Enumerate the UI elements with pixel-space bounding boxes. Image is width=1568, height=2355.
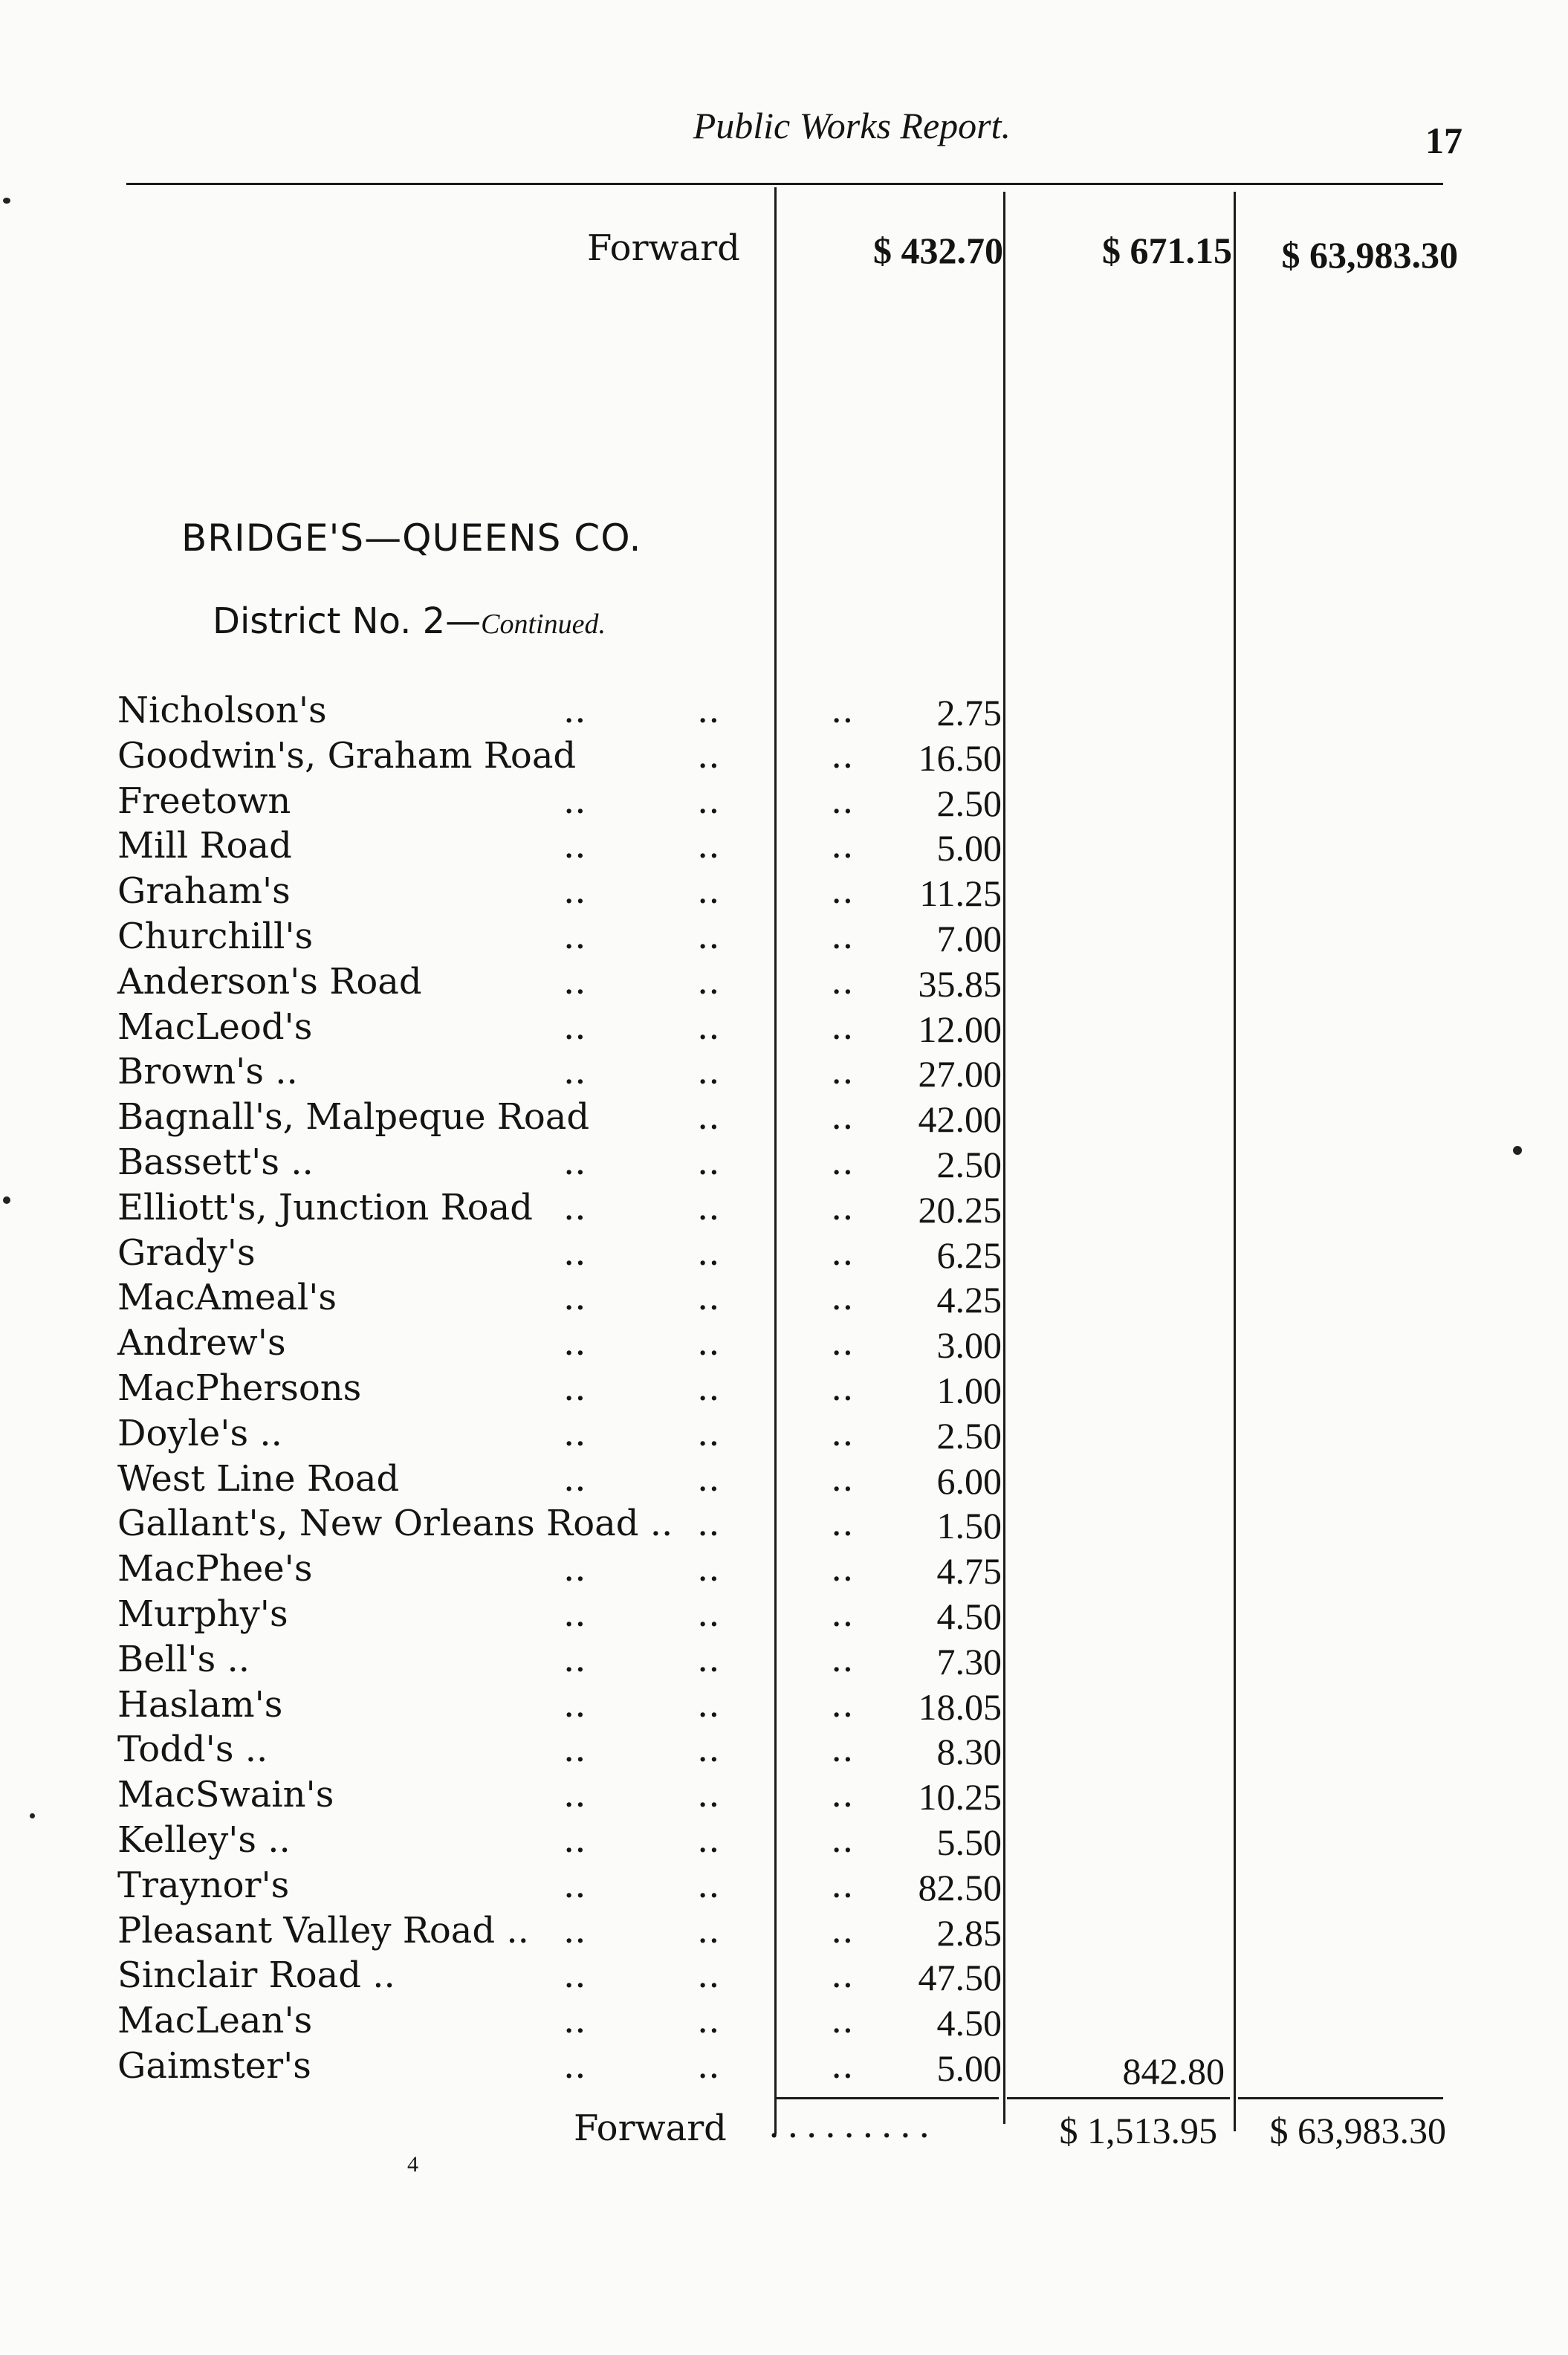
leader-dots: ..: [831, 1548, 854, 1590]
leader-dots: ..: [831, 1187, 854, 1228]
leader-dots: ..: [831, 1413, 854, 1454]
table-row: [117, 1277, 1002, 1321]
scan-speck: [1513, 1146, 1522, 1155]
bridge-amount: 5.50: [936, 1821, 1002, 1863]
bridge-name: MacAmeal's: [117, 1277, 337, 1318]
leader-dots: ..: [697, 1729, 720, 1770]
leader-dots: ..: [831, 1006, 854, 1048]
bridge-name: Andrew's: [117, 1322, 286, 1364]
leader-dots: ..: [831, 961, 854, 1002]
bridge-amount: 4.75: [936, 1550, 1002, 1592]
table-row: [117, 870, 1002, 915]
leader-dots: ..: [563, 1051, 586, 1092]
leader-dots: ..: [831, 1593, 854, 1635]
leader-dots: ..: [697, 1865, 720, 1906]
leader-dots: ..: [831, 2045, 854, 2087]
bridge-name: Murphy's: [117, 1593, 288, 1635]
leader-dots: ..: [697, 1774, 720, 1815]
table-row: [117, 1729, 1002, 1773]
leader-dots: ..: [697, 1639, 720, 1680]
leader-dots: ..: [563, 1187, 586, 1228]
bridge-name: Gallant's, New Orleans Road ..: [117, 1503, 673, 1544]
bridge-amount: 4.25: [936, 1279, 1002, 1321]
page-number: 17: [1425, 120, 1462, 161]
leader-dots: ..: [697, 1819, 720, 1861]
forward-top-col1: $ 432.70: [873, 230, 1003, 271]
leader-dots: ..: [697, 961, 720, 1002]
district-label: District No. 2—: [213, 600, 482, 642]
leader-dots: ..: [563, 1729, 586, 1770]
table-row: [117, 1367, 1002, 1412]
table-row: [117, 1413, 1002, 1457]
leader-dots: ..: [697, 1458, 720, 1500]
bridge-amount: 6.00: [936, 1460, 1002, 1502]
leader-dots: ..: [697, 1684, 720, 1726]
subtotal-rule-col1: [774, 2097, 999, 2099]
leader-dots: ..: [563, 1006, 586, 1048]
leader-dots: ..: [563, 1232, 586, 1274]
bridge-name: Brown's ..: [117, 1051, 298, 1092]
bridge-amount: 3.00: [936, 1324, 1002, 1366]
leader-dots: ..: [563, 961, 586, 1002]
leader-dots: ..: [697, 1367, 720, 1409]
leader-dots: ..: [563, 1367, 586, 1409]
table-row: [117, 1684, 1002, 1729]
scan-speck: [3, 1196, 10, 1204]
bridge-name: Mill Road: [117, 825, 292, 866]
table-row: [117, 1954, 1002, 1999]
leader-dots: ..: [563, 916, 586, 957]
bridge-name: MacPhersons: [117, 1367, 362, 1409]
leader-dots: ..: [831, 1865, 854, 1906]
leader-dots: ..: [563, 1819, 586, 1861]
forward-top-col2: $ 671.15: [1102, 230, 1232, 271]
table-row: [117, 1819, 1002, 1864]
column-divider-2: [1003, 192, 1005, 2124]
table-row: [117, 1774, 1002, 1818]
leader-dots: ..: [831, 1367, 854, 1409]
leader-dots: ..: [697, 1910, 720, 1951]
leader-dots: ..: [563, 825, 586, 866]
table-row: [117, 2000, 1002, 2044]
bridge-amount: 2.50: [936, 1415, 1002, 1457]
table-row: [117, 1232, 1002, 1277]
leader-dots: ..: [831, 1458, 854, 1500]
table-row: [117, 1865, 1002, 1909]
table-row: [117, 1458, 1002, 1503]
bridge-amount: 16.50: [918, 737, 1002, 779]
bridge-amount: 8.30: [936, 1731, 1002, 1772]
bridge-amount: 7.00: [936, 918, 1002, 959]
bridge-name: Bagnall's, Malpeque Road: [117, 1096, 590, 1138]
bridge-amount: 18.05: [918, 1686, 1002, 1728]
bridge-amount: 11.25: [919, 872, 1002, 914]
bridge-name: Nicholson's: [117, 690, 327, 731]
forward-label-bottom: Forward: [574, 2108, 727, 2149]
leader-dots: ..: [697, 825, 720, 866]
leader-dots: ..: [831, 690, 854, 731]
leader-dots: ..: [563, 1684, 586, 1726]
bridge-name: MacSwain's: [117, 1774, 334, 1815]
bridge-amount: 10.25: [918, 1776, 1002, 1818]
leader-dots: ..: [831, 825, 854, 866]
leader-dots: ..: [831, 735, 854, 777]
bridge-name: MacPhee's: [117, 1548, 313, 1590]
leader-dots: ..: [697, 1548, 720, 1590]
bridge-name: Sinclair Road ..: [117, 1954, 395, 1996]
forward-top-col3: $ 63,983.30: [1281, 234, 1458, 276]
leader-dots: ..: [831, 1774, 854, 1815]
leader-dots: ..: [831, 1051, 854, 1092]
scan-speck: [3, 198, 10, 204]
table-row: [117, 961, 1002, 1005]
leader-dots: ..: [697, 2000, 720, 2041]
leader-dots: ..: [563, 870, 586, 912]
bridge-name: Graham's: [117, 870, 291, 912]
leader-dots: ..: [563, 1865, 586, 1906]
table-row: [117, 1322, 1002, 1367]
bridge-name: Bell's ..: [117, 1639, 250, 1680]
forward-bottom-col2: $ 1,513.95: [1059, 2110, 1217, 2151]
page-header-title: Public Works Report.: [693, 105, 1011, 146]
bridge-amount: 42.00: [918, 1098, 1002, 1140]
table-row: [117, 1141, 1002, 1186]
table-row: [117, 735, 1002, 780]
table-row: [117, 1187, 1002, 1231]
bridge-name: MacLeod's: [117, 1006, 313, 1048]
leader-dots: ..: [563, 1413, 586, 1454]
forward-bottom-col3: $ 63,983.30: [1269, 2110, 1446, 2151]
bridge-name: Anderson's Road: [117, 961, 422, 1002]
leader-dots: ..: [697, 1277, 720, 1318]
bridge-name: Bassett's ..: [117, 1141, 314, 1183]
leader-dots: ..: [697, 735, 720, 777]
table-row: [117, 825, 1002, 869]
bridge-name: Haslam's: [117, 1684, 283, 1726]
bridge-amount: 5.00: [936, 827, 1002, 869]
leader-dots: ..: [697, 1006, 720, 1048]
bridge-amount: 12.00: [918, 1008, 1002, 1050]
leader-dots: ..: [831, 1954, 854, 1996]
leader-dots: ..: [563, 1277, 586, 1318]
bridge-amount: 4.50: [936, 2002, 1002, 2044]
signature-mark: 4: [407, 2152, 418, 2177]
bridge-amount: 4.50: [936, 1596, 1002, 1637]
leader-dots: ..: [697, 916, 720, 957]
district-subtotal: 842.80: [1122, 2050, 1225, 2092]
bridge-amount: 2.85: [936, 1912, 1002, 1954]
leader-dots: ..: [831, 1096, 854, 1138]
leader-dots: ..: [563, 1639, 586, 1680]
leader-dots: ..: [563, 780, 586, 822]
leader-dots: ..: [697, 1593, 720, 1635]
leader-dots: ..: [697, 1187, 720, 1228]
table-row: [117, 1910, 1002, 1954]
table-row: [117, 1006, 1002, 1051]
forward-leader-dots: .........: [768, 2105, 938, 2146]
leader-dots: ..: [831, 1910, 854, 1951]
leader-dots: ..: [831, 780, 854, 822]
leader-dots: ..: [563, 2045, 586, 2087]
bridge-name: Pleasant Valley Road ..: [117, 1910, 529, 1951]
table-row: [117, 780, 1002, 825]
bridge-name: MacLean's: [117, 2000, 313, 2041]
bridge-name: Churchill's: [117, 916, 314, 957]
leader-dots: ..: [831, 1503, 854, 1544]
bridge-name: Freetown: [117, 780, 291, 822]
leader-dots: ..: [697, 1096, 720, 1138]
bridge-amount: 35.85: [918, 963, 1002, 1005]
bridge-amount: 47.50: [918, 1957, 1002, 1998]
leader-dots: ..: [697, 1322, 720, 1364]
bridge-amount: 82.50: [918, 1867, 1002, 1908]
subtotal-rule-col3: [1238, 2097, 1443, 2099]
table-row: [117, 1548, 1002, 1593]
bridge-amount: 2.50: [936, 1144, 1002, 1185]
table-row: [117, 2045, 1002, 2090]
leader-dots: ..: [563, 2000, 586, 2041]
leader-dots: ..: [563, 1954, 586, 1996]
bridge-name: Traynor's: [117, 1865, 290, 1906]
leader-dots: ..: [697, 1503, 720, 1544]
district-continued: Continued.: [481, 609, 606, 640]
bridge-amount: 6.25: [936, 1234, 1002, 1276]
leader-dots: ..: [697, 1954, 720, 1996]
scan-speck: [30, 1813, 35, 1818]
table-row: [117, 690, 1002, 734]
bridge-amount: 20.25: [918, 1189, 1002, 1231]
leader-dots: ..: [697, 870, 720, 912]
leader-dots: ..: [831, 916, 854, 957]
column-divider-3: [1234, 192, 1236, 2131]
bridge-amount: 7.30: [936, 1641, 1002, 1682]
table-row: [117, 1639, 1002, 1683]
leader-dots: ..: [697, 1413, 720, 1454]
leader-dots: ..: [697, 690, 720, 731]
leader-dots: ..: [697, 780, 720, 822]
forward-label-top: Forward: [587, 227, 740, 269]
bridge-amount: 27.00: [918, 1053, 1002, 1095]
bridge-amount: 5.00: [936, 2047, 1002, 2089]
leader-dots: ..: [697, 2045, 720, 2087]
bridge-name: Grady's: [117, 1232, 256, 1274]
leader-dots: ..: [831, 1684, 854, 1726]
leader-dots: ..: [563, 1593, 586, 1635]
bridge-amount: 2.75: [936, 692, 1002, 733]
leader-dots: ..: [831, 1322, 854, 1364]
leader-dots: ..: [563, 1774, 586, 1815]
table-row: [117, 1096, 1002, 1141]
table-row: [117, 916, 1002, 960]
leader-dots: ..: [831, 1819, 854, 1861]
bridge-name: Doyle's ..: [117, 1413, 282, 1454]
table-row: [117, 1593, 1002, 1638]
leader-dots: ..: [563, 690, 586, 731]
leader-dots: ..: [831, 1232, 854, 1274]
bridge-name: Gaimster's: [117, 2045, 311, 2087]
leader-dots: ..: [831, 1141, 854, 1183]
leader-dots: ..: [563, 1548, 586, 1590]
bridge-amount: 2.50: [936, 783, 1002, 824]
table-row: [117, 1051, 1002, 1095]
leader-dots: ..: [831, 2000, 854, 2041]
header-rule: [126, 183, 1443, 185]
bridge-name: Elliott's, Junction Road: [117, 1187, 533, 1228]
leader-dots: ..: [563, 1910, 586, 1951]
leader-dots: ..: [831, 1639, 854, 1680]
bridge-amount: 1.00: [936, 1370, 1002, 1411]
bridge-name: Kelley's ..: [117, 1819, 291, 1861]
leader-dots: ..: [831, 1729, 854, 1770]
bridge-name: Todd's ..: [117, 1729, 268, 1770]
bridge-name: West Line Road: [117, 1458, 400, 1500]
leader-dots: ..: [831, 1277, 854, 1318]
leader-dots: ..: [563, 1141, 586, 1183]
leader-dots: ..: [697, 1141, 720, 1183]
leader-dots: ..: [563, 1458, 586, 1500]
subtotal-rule-col2: [1007, 2097, 1230, 2099]
leader-dots: ..: [563, 1322, 586, 1364]
leader-dots: ..: [831, 870, 854, 912]
section-heading: BRIDGE'S—QUEENS CO.: [181, 516, 642, 560]
table-row: [117, 1503, 1002, 1547]
bridge-amount: 1.50: [936, 1505, 1002, 1546]
leader-dots: ..: [697, 1051, 720, 1092]
bridge-name: Goodwin's, Graham Road: [117, 735, 577, 777]
district-subheading: [213, 600, 606, 642]
leader-dots: ..: [697, 1232, 720, 1274]
